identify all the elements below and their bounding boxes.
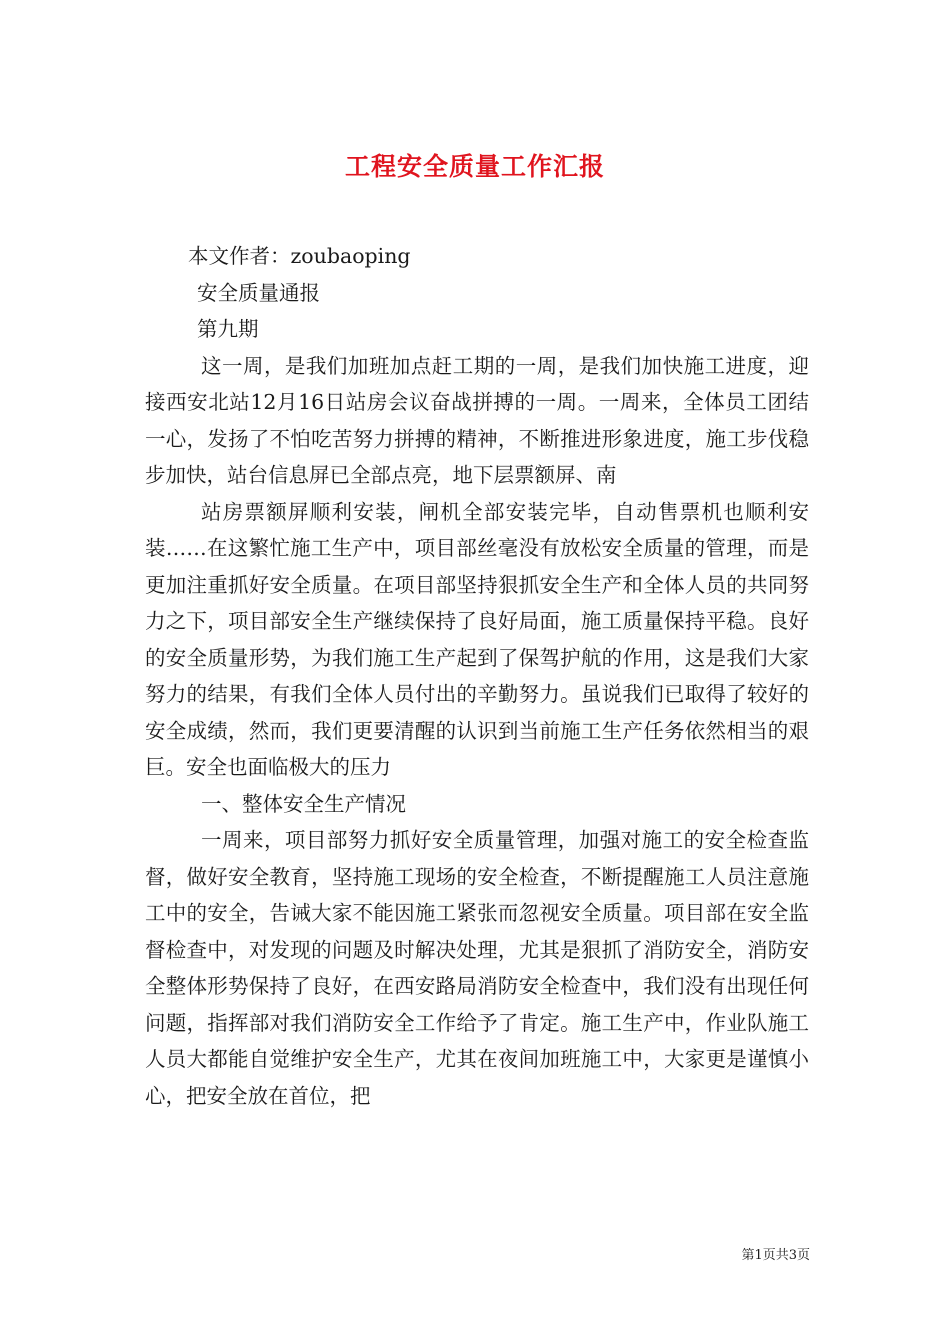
document-body xyxy=(145,238,809,1114)
issue-number: 第九期 xyxy=(197,317,259,341)
body-paragraph: 这一周，是我们加班加点赶工期的一周，是我们加快施工进度，迎接西安北站12月16日站房会议奋战拼搏的一周。一周来，全体员工团结一心，发扬了不怕吃苦努力拼搏的精神，不断推进形象进度，施工步伐稳步加快，站台信息屏已全部点亮，地下层票额屏、南 xyxy=(145,353,809,487)
document-title: 工程安全质量工作汇报 xyxy=(344,151,605,181)
section-paragraph: 一周来，项目部努力抓好安全质量管理，加强对施工的安全检查监督，做好安全教育，坚持施工现场的安全检查，不断提醒施工人员注意施工中的安全，告诫大家不能因施工紧张而忽视安全质量。项目部在安全监督检查中，对发现的问题及时解决处理，尤其是狠抓了消防安全，消防安全整体形势保持了良好，在西安路局消防安全检查中，我们没有出现任何问题，指挥部对我们消防安全工作给予了肯定。施工生产中，作业队施工人员大都能自觉维护安全生产，尤其在夜间加班施工中，大家更是谨慎小心，把安全放在首位，把 xyxy=(145,828,809,1108)
bulletin-name: 安全质量通报 xyxy=(197,280,320,305)
section-heading: 一、整体安全生产情况 xyxy=(201,791,406,816)
page-number: 第1页共3页 xyxy=(741,1248,810,1263)
author-line: 本文作者：zoubaoping xyxy=(188,244,411,268)
body-paragraph: 站房票额屏顺利安装，闸机全部安装完毕，自动售票机也顺利安装……在这繁忙施工生产中，项目部丝毫没有放松安全质量的管理，而是更加注重抓好安全质量。在项目部坚持狠抓安全生产和全体人员的共同努力之下，项目部安全生产继续保持了良好局面，施工质量保持平稳。良好的安全质量形势，为我们施工生产起到了保驾护航的作用，这是我们大家努力的结果，有我们全体人员付出的辛勤努力。虽说我们已取得了较好的安全成绩，然而，我们更要清醒的认识到当前施工生产任务依然相当的艰巨。安全也面临极大的压力 xyxy=(145,499,809,779)
